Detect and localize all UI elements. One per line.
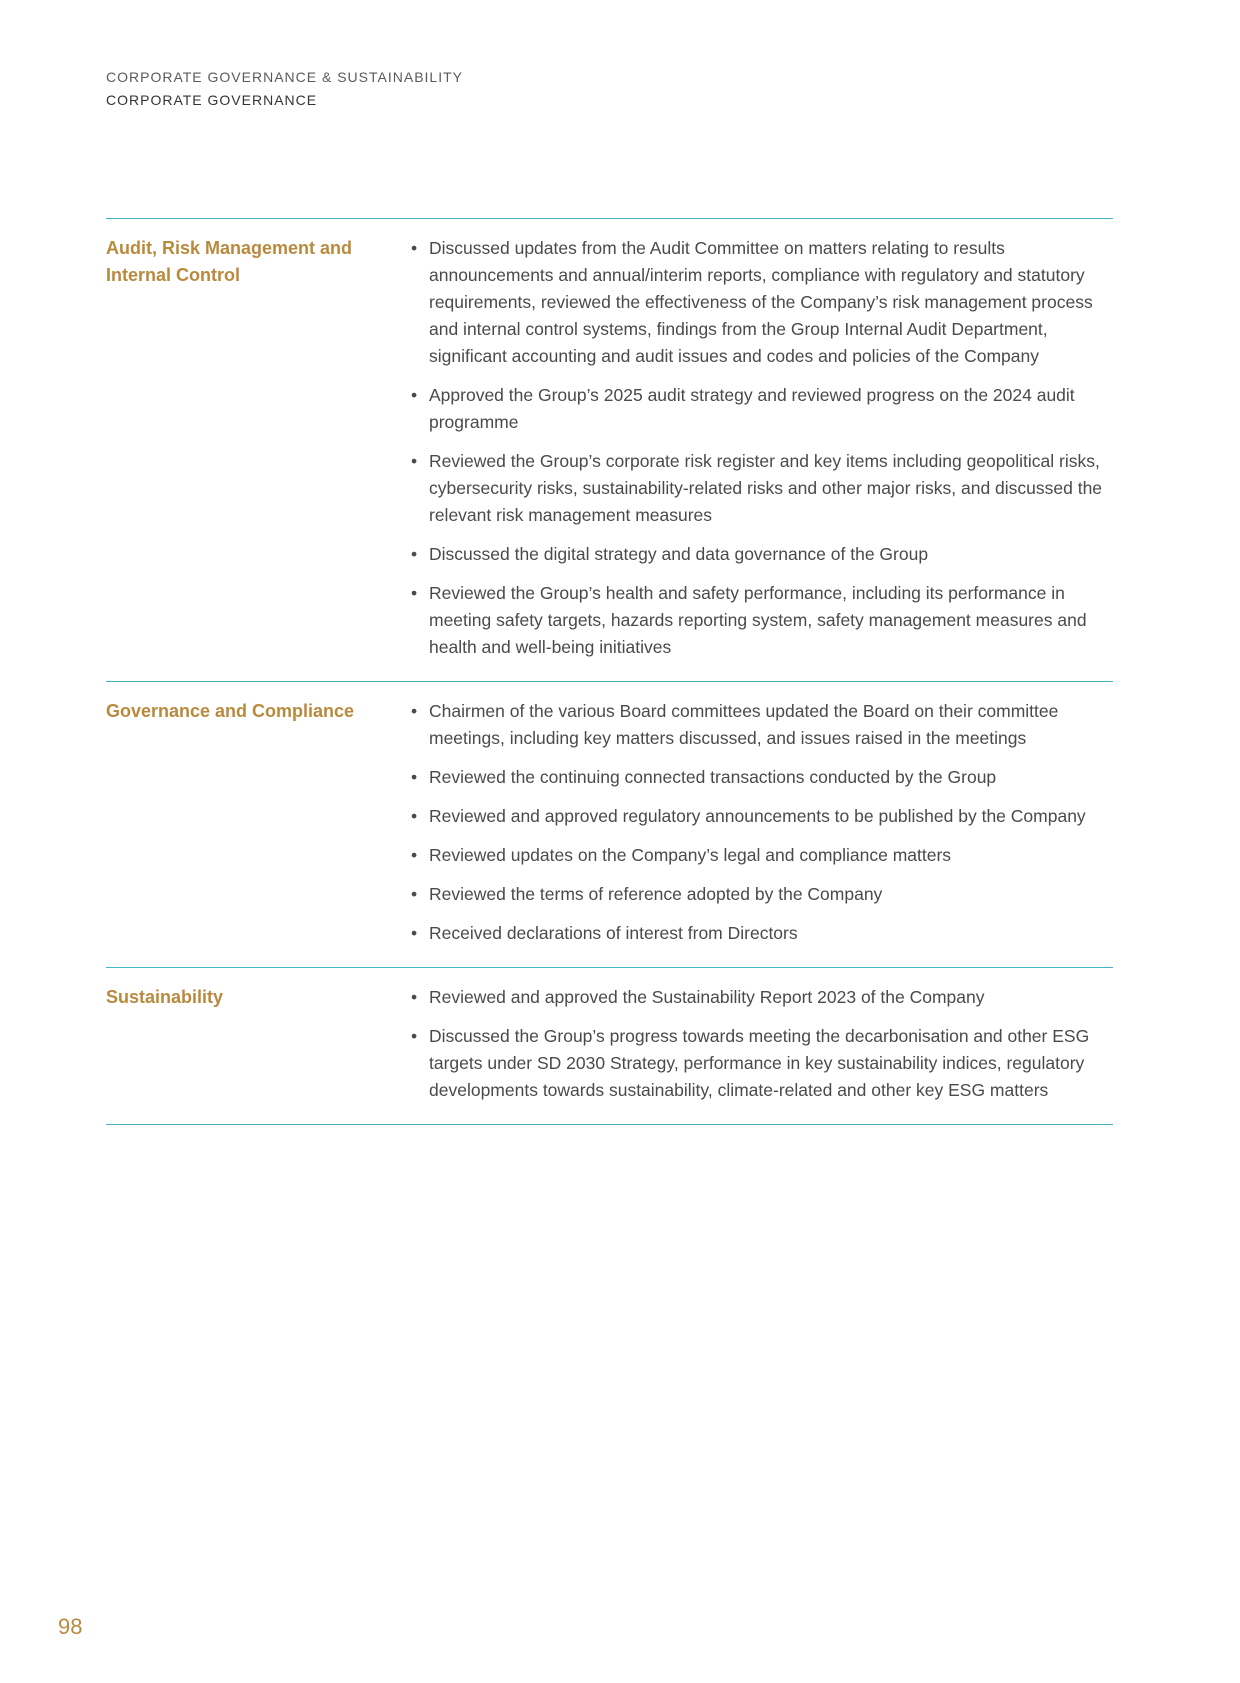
list-item (411, 382, 1113, 436)
bullet-icon: • (411, 806, 418, 826)
bullet-list (411, 698, 1113, 959)
header-section-title: CORPORATE GOVERNANCE & SUSTAINABILITY (106, 69, 463, 85)
bullet-icon: • (411, 923, 418, 943)
bullet-icon: • (411, 1026, 418, 1046)
list-item-text: Discussed the Group’s progress towards meeting the decarbonisation and other ESG targets under SD 2030 Strategy, performance in key sustainability indices, regulatory developments towards sustainability, climate-related and other key ESG matters (429, 1026, 1090, 1100)
list-item-text: Reviewed and approved the Sustainability Report 2023 of the Company (429, 987, 985, 1007)
list-item (411, 881, 1113, 908)
list-item-text: Received declarations of interest from Directors (429, 923, 798, 943)
list-item (411, 842, 1113, 869)
board-activities-table (106, 218, 1113, 1125)
row-label: Sustainability (106, 987, 224, 1007)
bullet-icon: • (411, 767, 418, 787)
bullet-icon: • (411, 451, 418, 471)
page-number: 98 (58, 1614, 83, 1639)
list-item-text: Chairmen of the various Board committees updated the Board on their committee meetings, including key matters discussed, and issues raised in the meetings (429, 701, 1059, 748)
bullet-icon: • (411, 884, 418, 904)
list-item (411, 920, 1113, 947)
list-item-text: Reviewed updates on the Company’s legal and compliance matters (429, 845, 952, 865)
table-row (106, 967, 1113, 1125)
list-item (411, 580, 1113, 661)
list-item-text: Reviewed the Group’s health and safety performance, including its performance in meeting safety targets, hazards reporting system, safety management measures and health and well-being initiatives (429, 583, 1087, 657)
list-item (411, 803, 1113, 830)
list-item-text: Reviewed the Group’s corporate risk register and key items including geopolitical risks, cybersecurity risks, sustainability-related risks and other major risks, and discussed the relevant risk management measures (429, 451, 1103, 525)
bullet-icon: • (411, 544, 418, 564)
row-label: Governance and Compliance (106, 701, 355, 721)
bullet-icon: • (411, 845, 418, 865)
list-item-text: Reviewed the terms of reference adopted by the Company (429, 884, 883, 904)
list-item (411, 1023, 1113, 1104)
list-item-text: Discussed updates from the Audit Committee on matters relating to results announcements and annual/interim reports, compliance with regulatory and statutory requirements, reviewed the effectiveness of the Company’s risk management process and internal control systems, findings from the Group Internal Audit Department, significant accounting and audit issues and codes and policies of the Company (429, 238, 1093, 366)
list-item (411, 698, 1113, 752)
list-item (411, 235, 1113, 370)
bullet-icon: • (411, 701, 418, 721)
bullet-icon: • (411, 987, 418, 1007)
bullet-list (411, 235, 1113, 673)
list-item-text: Discussed the digital strategy and data governance of the Group (429, 544, 929, 564)
row-label: Audit, Risk Management and Internal Control (106, 238, 353, 285)
list-item (411, 448, 1113, 529)
list-item-text: Reviewed and approved regulatory announcements to be published by the Company (429, 806, 1086, 826)
list-item-text: Reviewed the continuing connected transactions conducted by the Group (429, 767, 997, 787)
list-item-text: Approved the Group’s 2025 audit strategy and reviewed progress on the 2024 audit programme (429, 385, 1075, 432)
bullet-icon: • (411, 583, 418, 603)
header-subsection-title: CORPORATE GOVERNANCE (106, 92, 318, 108)
running-header (106, 66, 463, 111)
bullet-icon: • (411, 385, 418, 405)
list-item (411, 764, 1113, 791)
bullet-icon: • (411, 238, 418, 258)
list-item (411, 541, 1113, 568)
table-row (106, 218, 1113, 681)
list-item (411, 984, 1113, 1011)
bullet-list (411, 984, 1113, 1116)
table-row (106, 681, 1113, 967)
